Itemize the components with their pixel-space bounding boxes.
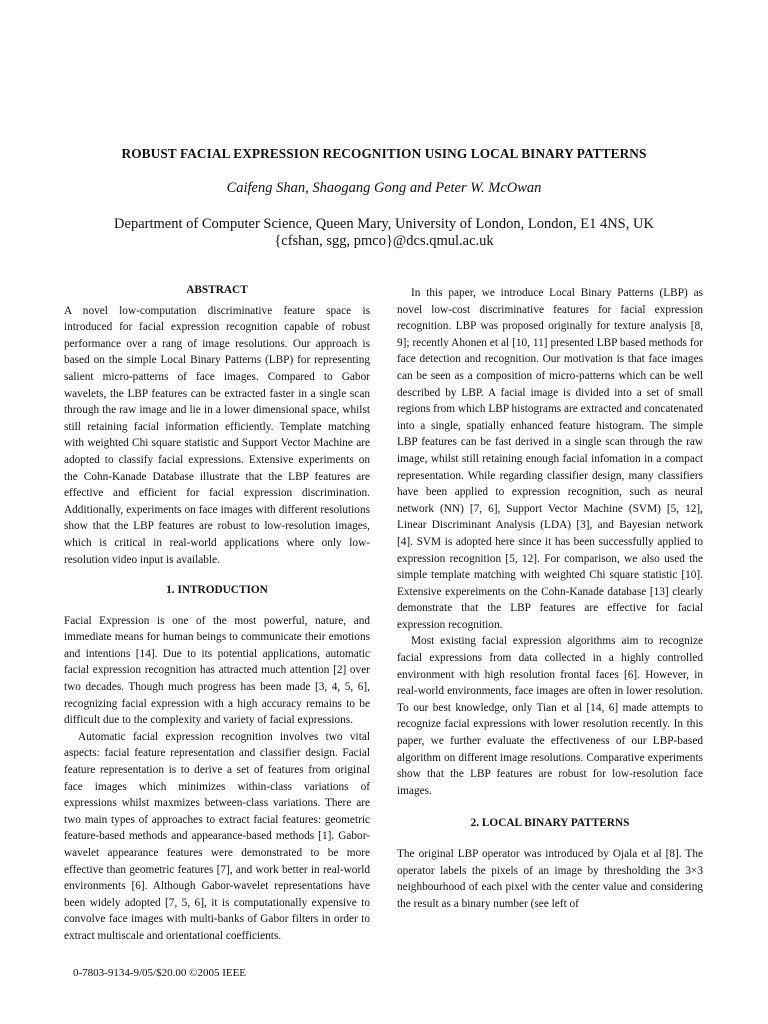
- affiliation: Department of Computer Science, Queen Mary, University of London, London, E1 4NS, UK: [114, 216, 654, 232]
- right-column: [397, 285, 703, 912]
- affiliation-block: [0, 216, 768, 250]
- paper-authors: Caifeng Shan, Shaogang Gong and Peter W. McOwan: [226, 180, 542, 196]
- author-emails: {cfshan, sgg, pmco}@dcs.qmul.ac.uk: [274, 233, 494, 249]
- introduction-heading: 1. INTRODUCTION: [166, 584, 268, 597]
- intro-paragraph-2: Automatic facial expression recognition involves two vital aspects: facial feature representation and classifier design. Facial feature representation is to derive a set of features from original face images which minimizes within-class variations of expressions whilst maxmizes between-class variations. There are two main types of approaches to extract facial features: geometric feature-based methods and appearance-based methods [1]. Gabor-wavelet appearance features were demonstrated to be more effective than geometric features [7], and work better in real-world environments [6]. Although Gabor-wavelet representations have been widely adopted [7, 5, 6], it is computationally expensive to convolve face images with multi-banks of Gabor filters in order to extract multiscale and orientational coefficients.: [64, 730, 370, 942]
- intro-paragraph-4: Most existing facial expression algorithms aim to recognize facial expressions from data collected in a highly controlled environment with high resolution frontal faces [6]. However, in real-world environments, face images are often in lower resolution. To our best knowledge, only Tian et al [14, 6] made attempts to recognize facial expressions with lower resolution recently. In this paper, we further evaluate the effectiveness of our LBP-based algorithm on different image resolutions. Comparative experiments show that the LBP features are robust for low-resolution face images.: [397, 635, 703, 797]
- intro-paragraph-1: Facial Expression is one of the most powerful, nature, and immediate means for human beings to communicate their emotions and intentions [14]. Due to its potential applications, automatic facial expression recognition has attracted much attention [2] over two decades. Though much progress has been made [3, 4, 5, 6], recognizing facial expression with a high accuracy remains to be difficult due to the complexity and variety of facial expressions.: [64, 614, 370, 727]
- intro-paragraph-3: In this paper, we introduce Local Binary Patterns (LBP) as novel low-cost discriminative features for facial expression recognition. LBP was proposed originally for texture analysis [8, 9]; recently Ahonen et al [10, 11] presented LBP based methods for face detection and recognition. Our motivation is that face images can be seen as a composition of micro-patterns which can be well described by LBP. A facial image is divided into a set of small regions from which LBP histograms are extracted and concatenated into a single, spatially enhanced feature histogram. The simple LBP features can be fast derived in a single scan through the raw image, whilst still retaining enough facial infomation in a compact representation. While regarding classifier design, many classifiers have been applied to expression recognition, such as neural network (NN) [7, 6], Support Vector Machine (SVM) [5, 12], Linear Discriminant Analysis (LDA) [3], and Bayesian network [4]. SVM is adopted here since it has been successfully applied to expression recognition [5, 12]. For comparison, we also used the simple template matching with weighted Chi square statistic [10]. Extensive expereiments on the Cohn-Kanade database [13] clearly demonstrate that the LBP features are effective for facial expression recognition.: [397, 287, 703, 631]
- copyright-footer: 0-7803-9134-9/05/$20.00 ©2005 IEEE: [73, 967, 247, 979]
- abstract-text: A novel low-computation discriminative feature space is introduced for facial expression recognition capable of robust performance over a rang of image resolutions. Our approach is based on the simple Local Binary Patterns (LBP) for representing salient micro-patterns of face images. Compared to Gabor wavelets, the LBP features can be extracted faster in a single scan through the raw image and lie in a lower dimensional space, whilst still retaining facial information efficiently. Template matching with weighted Chi square statistic and Support Vector Machine are adopted to classify facial expressions. Extensive experiments on the Cohn-Kanade Database illustrate that the LBP features are effective and efficient for facial expression discrimination. Additionally, experiments on face images with different resolutions show that the LBP features are robust to low-resolution images, which is critical in real-world applications where only low-resolution video input is available.: [64, 304, 370, 566]
- lbp-paragraph-1: The original LBP operator was introduced by Ojala et al [8]. The operator labels the pixels of an image by thresholding the 3×3 neighbourhood of each pixel with the center value and considering the result as a binary number (see left of: [397, 848, 703, 910]
- left-column: [64, 282, 370, 945]
- paper-title: ROBUST FACIAL EXPRESSION RECOGNITION USING LOCAL BINARY PATTERNS: [121, 146, 647, 161]
- lbp-heading: 2. LOCAL BINARY PATTERNS: [470, 817, 630, 830]
- abstract-heading: ABSTRACT: [186, 284, 248, 296]
